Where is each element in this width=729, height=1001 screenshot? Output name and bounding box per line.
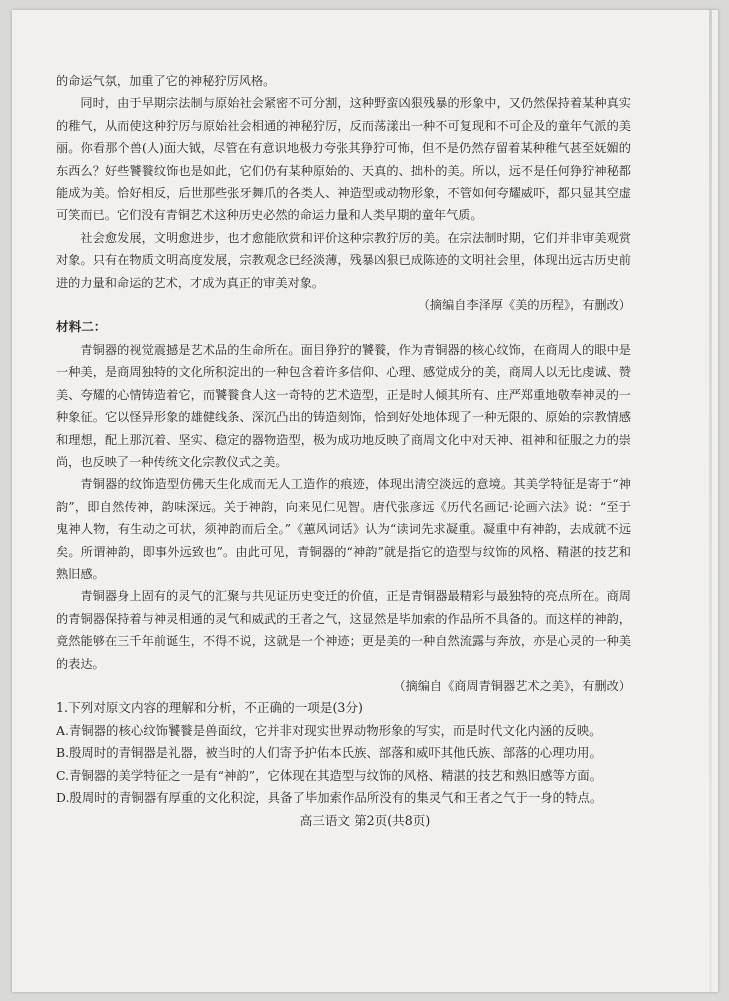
passage-paragraph-1: 同时，由于早期宗法制与原始社会紧密不可分割，这种野蛮凶狠残暴的形象中，又仍然保持着某种真实的稚气，从而使这种狞厉与原始社会相通的神秘狞厉，反而荡漾出一种不可复现和不可企及的童年气派的美丽。你看那个兽(人)面大钺，尽管在有意识地极力夸张其狰狞可怖，但不是仍然存留着某种稚气甚至妩媚的东西么？好些饕餮纹饰也是如此，它们仍有某种原始的、天真的、拙朴的美。所以，远不是任何狰狞神秘都能成为美。恰好相反，后世那些张牙舞爪的各类人、神造型或动物形象，不管如何夸耀威吓，都只显其空虚可笑而已。它们没有青铜艺术这种历史必然的命运力量和人类早期的童年气质。 (56, 96, 631, 223)
passage-paragraph-2: 社会愈发展，文明愈进步，也才愈能欣赏和评价这种宗教狞厉的美。在宗法制时期，它们并非审美观赏对象。只有在物质文明高度发展，宗教观念已经淡薄，残暴凶狠已成陈迹的文明社会里，体现出远古历史前进的力量和命运的艺术，才成为真正的审美对象。 (56, 230, 631, 290)
passage-paragraph-0: 的命运气氛，加重了它的神秘狞厉风格。 (56, 74, 276, 88)
source-citation-1: （摘编自李泽厚《美的历程》，有删改） (417, 298, 631, 313)
option-d: D.殷周时的青铜器有厚重的文化积淀，具备了毕加索作品所没有的集灵气和王者之气于一身的特点。 (56, 790, 603, 805)
question-1 (56, 697, 631, 809)
option-a: A.青铜器的核心纹饰饕餮是兽面纹，它并非对现实世界动物形象的写实，而是时代文化内涵的反映。 (56, 722, 602, 738)
passage-paragraph-3: 青铜器的视觉震撼是艺术品的生命所在。面目狰狞的饕餮，作为青铜器的核心纹饰，在商周人的眼中是一种美，是商周独特的文化所积淀出的一种包含着许多信仰、心理、感觉成分的美，商周人以无比虔诚、赞美、夸耀的心情铸造着它，而饕餮食人这一奇特的艺术造型，正是时人倾其所有、庄严郑重地敬奉神灵的一种象征。它以怪异形象的雄健线条、深沉凸出的铸造刻饰，恰到好处地体现了一种无限的、原始的宗教情感和理想，配上那沉着、坚实、稳定的器物造型，极为成功地反映了商周文化中对天神、祖神和征服之力的崇尚，也反映了一种传统文化宗教仪式之美。 (56, 342, 631, 469)
question-stem: 1.下列对原文内容的理解和分析，不正确的一项是(3分) (56, 700, 363, 716)
option-b: B.殷周时的青铜器是礼器，被当时的人们寄予护佑本氏族、部落和威吓其他氏族、部落的心理功用。 (56, 745, 602, 761)
page-edge-shadow (709, 10, 712, 992)
passage-area (56, 70, 631, 809)
passage-paragraph-5: 青铜器身上固有的灵气的汇聚与共见证历史变迁的价值，正是青铜器最精彩与最独特的亮点所在。商周的青铜器保持着与神灵相通的灵气和威武的王者之气，这显然是毕加索的作品所不具备的。而这样的神韵，竟然能够在三千年前诞生，不得不说，这就是一个神迹；更是美的一种自然流露与奔放，亦是心灵的一种美的表达。 (56, 589, 631, 671)
page-footer: 高三语文 第2页(共8页) (299, 813, 431, 828)
exam-page (12, 10, 718, 992)
material-2-heading: 材料二： (56, 319, 107, 335)
source-citation-2: （摘编自《商周青铜器艺术之美》，有删改） (393, 678, 631, 693)
passage-paragraph-4: 青铜器的纹饰造型仿佛天生化成而无人工造作的痕迹，体现出清空淡远的意境。其美学特征是寄于“神韵”，即自然传神，韵味深远。关于神韵，向来见仁见智。唐代张彦远《历代名画记·论画六法》说：“至于鬼神人物，有生动之可状，须神韵而后全。”《蕙风词话》认为“读词先求凝重。凝重中有神韵，去成就不远矣。所谓神韵，即事外远致也”。由此可见，青铜器的“神韵”就是指它的造型与纹饰的风格、精湛的技艺和熟旧感。 (56, 477, 631, 581)
option-c: C.青铜器的美学特征之一是有“神韵”，它体现在其造型与纹饰的风格、精湛的技艺和熟旧感等方面。 (56, 767, 603, 783)
